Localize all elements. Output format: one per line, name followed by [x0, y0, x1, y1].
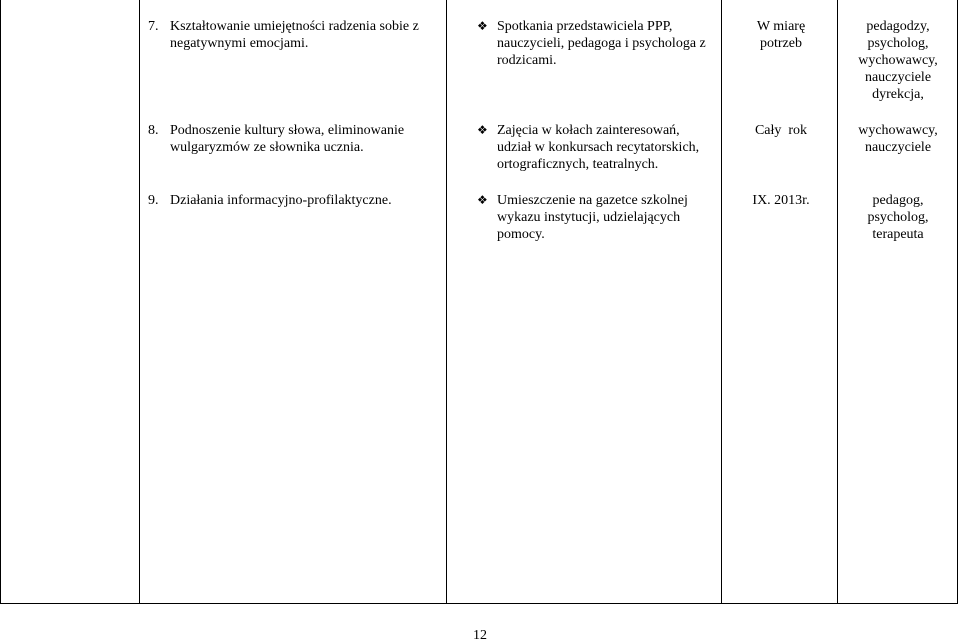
table-row-task — [148, 192, 438, 209]
method-text: Umieszczenie na gazetce szkolnej wykazu instytucji, udzielających pomocy. — [497, 193, 688, 242]
column-divider — [837, 0, 838, 604]
responsible-text: wychowawcy, nauczyciele — [858, 123, 938, 155]
task-text: Kształtowanie umiejętności radzenia sobie z negatywnymi emocjami. — [170, 19, 419, 51]
column-divider — [721, 0, 722, 604]
table-row-task — [148, 18, 438, 52]
table-row-method — [477, 18, 717, 69]
table-row-method — [477, 122, 717, 173]
date-text: W miarę potrzeb — [756, 19, 806, 51]
column-divider — [139, 0, 140, 604]
method-text: Spotkania przedstawiciela PPP, nauczycieli, pedagoga i psychologa z rodzicami. — [497, 19, 706, 68]
row-number: 7. — [148, 19, 159, 34]
task-text: Działania informacyjno-profilaktyczne. — [170, 193, 392, 208]
page-number: 12 — [473, 628, 487, 643]
task-text: Podnoszenie kultury słowa, eliminowanie wulgaryzmów ze słownika ucznia. — [170, 123, 405, 155]
table-row-task — [148, 122, 438, 156]
bullet-diamond-icon: ❖ — [477, 123, 488, 137]
date-text: Cały rok — [754, 123, 808, 138]
responsible-text: pedagodzy, psycholog, wychowawcy, nauczyciele dyrekcja, — [858, 19, 938, 102]
bullet-diamond-icon: ❖ — [477, 193, 488, 207]
row-number: 8. — [148, 123, 159, 138]
date-text: IX. 2013r. — [752, 193, 810, 208]
row-number: 9. — [148, 193, 159, 208]
bullet-diamond-icon: ❖ — [477, 19, 488, 33]
column-divider — [446, 0, 447, 604]
table-row-method — [477, 192, 717, 243]
method-text: Zajęcia w kołach zainteresowań, udział w konkursach recytatorskich, ortograficznych, teatralnych. — [497, 123, 700, 172]
responsible-text: pedagog, psycholog, terapeuta — [867, 193, 929, 242]
